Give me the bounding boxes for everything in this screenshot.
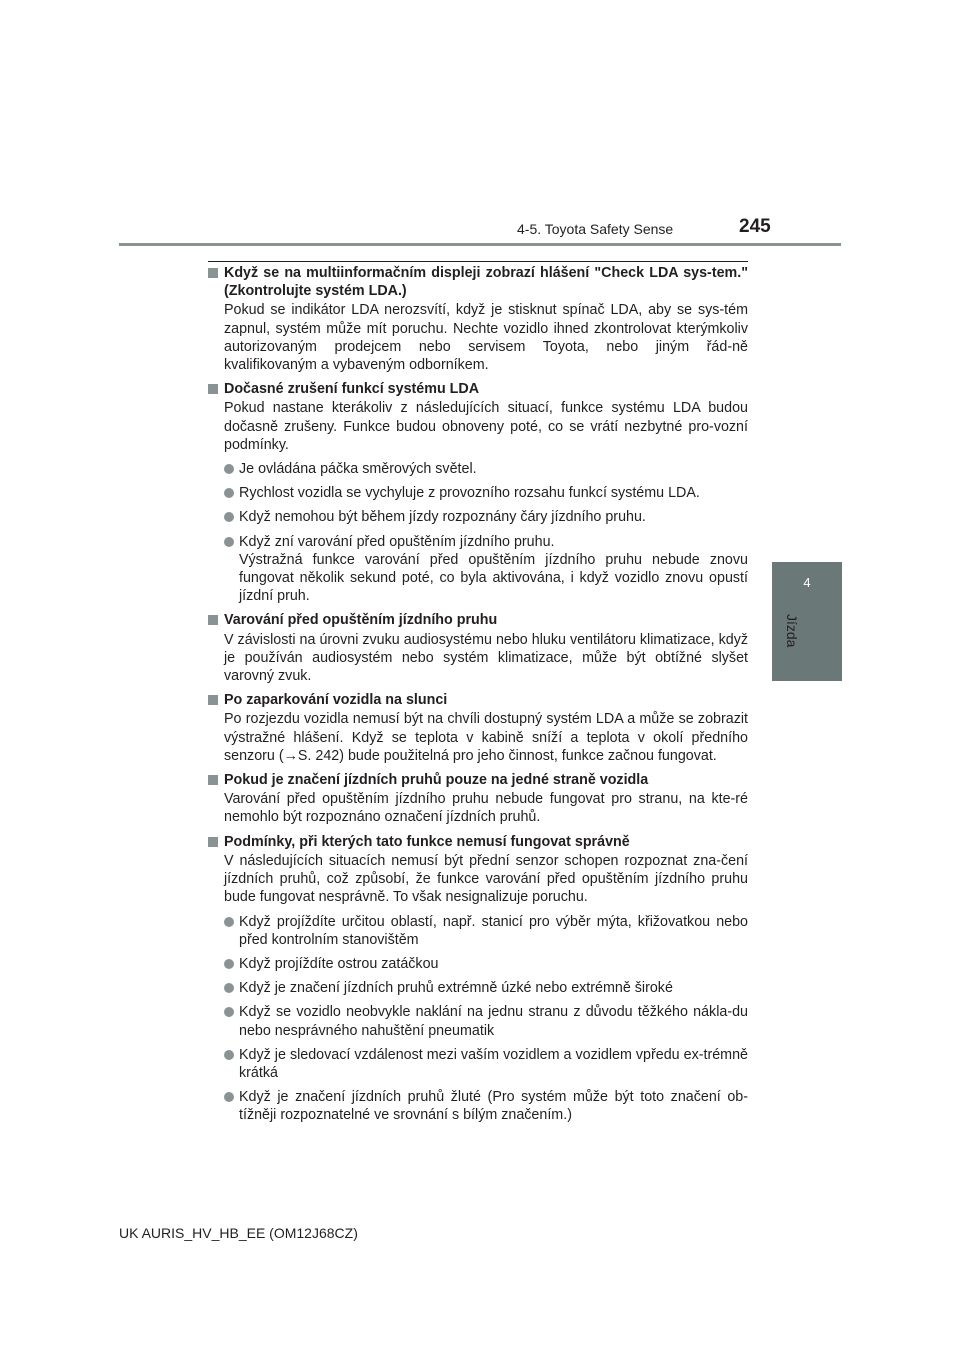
round-bullet-icon (224, 959, 234, 969)
section (208, 264, 748, 374)
section-heading (208, 380, 748, 398)
round-bullet-icon (224, 1050, 234, 1060)
list-item-text: Když projíždíte určitou oblastí, např. stanicí pro výběr mýta, křižovatkou nebo před kontrolním stanovištěm (239, 913, 748, 948)
header-section-title: 4-5. Toyota Safety Sense (517, 221, 674, 237)
round-bullet-icon (224, 512, 234, 522)
list-item-text: Když zní varování před opuštěním jízdního pruhu. (239, 533, 555, 550)
list-item-text: Když nemohou být během jízdy rozpoznány čáry jízdního pruhu. (239, 509, 646, 526)
section-heading (208, 611, 748, 629)
square-bullet-icon (208, 837, 218, 847)
section-paragraph: V závislosti na úrovni zvuku audiosystému nebo hluku ventilátoru klimatizace, když je používán audiosystém nebo systém klimatizace, může být obtížné slyšet varovný zvuk. (224, 631, 748, 685)
section-heading (208, 833, 748, 851)
list-item (208, 979, 748, 997)
round-bullet-icon (224, 1092, 234, 1102)
list-item (208, 913, 748, 949)
round-bullet-icon (224, 983, 234, 993)
square-bullet-icon (208, 695, 218, 705)
content-top-rule (208, 261, 748, 262)
list-item (208, 1003, 748, 1039)
section (208, 611, 748, 685)
section (208, 771, 748, 827)
list-item-text: Když je sledovací vzdálenost mezi vaším vozidlem a vozidlem vpředu ex-trémně krátká (239, 1046, 748, 1081)
section-paragraph: Pokud nastane kterákoliv z následujících situací, funkce systému LDA budou dočasně zrušeny. Funkce budou obnoveny poté, co se vrátí nezbytné pro-vozní podmínky. (224, 400, 748, 453)
document-code: UK AURIS_HV_HB_EE (OM12J68CZ) (119, 1225, 358, 1241)
round-bullet-icon (224, 1007, 234, 1017)
section-paragraph: Pokud se indikátor LDA nerozsvítí, když je stisknut spínač LDA, aby se sys-tém zapnul, systém může mít poruchu. Nechte vozidlo ihned zkontrolovat kterýmkoliv autorizovaným prodejcem nebo servisem Toyota, nebo jiným řád-ně kvalifikovaným a vybaveným odborníkem. (224, 302, 748, 374)
section-heading-text: Po zaparkování vozidla na slunci (224, 692, 448, 709)
section-heading (208, 771, 748, 789)
round-bullet-icon (224, 488, 234, 498)
section (208, 380, 748, 605)
section-heading-text: Když se na multiinformačním displeji zobrazí hlášení "Check LDA sys-tem." (Zkontrolujte systém LDA.) (224, 265, 748, 300)
round-bullet-icon (224, 917, 234, 927)
round-bullet-icon (224, 537, 234, 547)
square-bullet-icon (208, 268, 218, 278)
list-item (208, 508, 748, 526)
list-item-text: Když je značení jízdních pruhů extrémně úzké nebo extrémně široké (239, 980, 673, 997)
list-item (208, 460, 748, 478)
list-item (208, 484, 748, 502)
section-heading-text: Podmínky, při kterých tato funkce nemusí fungovat správně (224, 833, 630, 850)
section-paragraph: Varování před opuštěním jízdního pruhu nebude fungovat pro stranu, na kte-ré nemohlo být rozpoznáno označení jízdních pruhů. (224, 791, 748, 826)
section-heading (208, 691, 748, 709)
square-bullet-icon (208, 775, 218, 785)
round-bullet-icon (224, 464, 234, 474)
list-item (208, 1088, 748, 1124)
chapter-tab (772, 562, 842, 681)
section-paragraph: Po rozjezdu vozidla nemusí být na chvíli dostupný systém LDA a může se zobrazit výstražné hlášení. Když se teplota v kabině sníží a teplota v okolí předního senzoru (→S. 242) bude použitelná pro jeho činnost, funkce začnou fungovat. (224, 711, 748, 764)
list-item-text: Rychlost vozidla se vychyluje z provozního rozsahu funkcí systému LDA. (239, 485, 700, 502)
chapter-number: 4 (803, 575, 811, 590)
square-bullet-icon (208, 384, 218, 394)
page-number: 245 (739, 216, 771, 237)
page-content (208, 264, 748, 1131)
section-heading-text: Pokud je značení jízdních pruhů pouze na jedné straně vozidla (224, 772, 649, 789)
list-item-note: Výstražná funkce varování před opuštěním jízdního pruhu nebude znovu fungovat několik sekund poté, co byla aktivována, i když vozidlo znovu opustí jízdní pruh. (239, 551, 748, 605)
list-item-text: Je ovládána páčka směrových světel. (239, 461, 477, 478)
list-item (208, 955, 748, 973)
square-bullet-icon (208, 615, 218, 625)
section-heading-text: Dočasné zrušení funkcí systému LDA (224, 381, 480, 398)
section-heading (208, 264, 748, 300)
section (208, 833, 748, 1125)
header-divider (119, 243, 841, 246)
list-item-text: Když projíždíte ostrou zatáčkou (239, 955, 439, 972)
section (208, 691, 748, 765)
list-item (208, 533, 748, 606)
section-paragraph: V následujících situacích nemusí být přední senzor schopen rozpoznat zna-čení jízdních pruhů, což způsobí, že funkce varování před opuštěním jízdního pruhu bude fungovat nesprávně. To však nesignalizuje poruchu. (224, 852, 748, 906)
list-item (208, 1046, 748, 1082)
chapter-label: Jízda (784, 614, 800, 648)
list-item-text: Když je značení jízdních pruhů žluté (Pro systém může být toto značení ob-tížněji rozpoznatelné ve srovnání s bílým značením.) (239, 1089, 748, 1124)
section-heading-text: Varování před opuštěním jízdního pruhu (224, 612, 498, 629)
list-item-text: Když se vozidlo neobvykle naklání na jednu stranu z důvodu těžkého nákla-du nebo nesprávného nahuštění pneumatik (239, 1004, 748, 1039)
